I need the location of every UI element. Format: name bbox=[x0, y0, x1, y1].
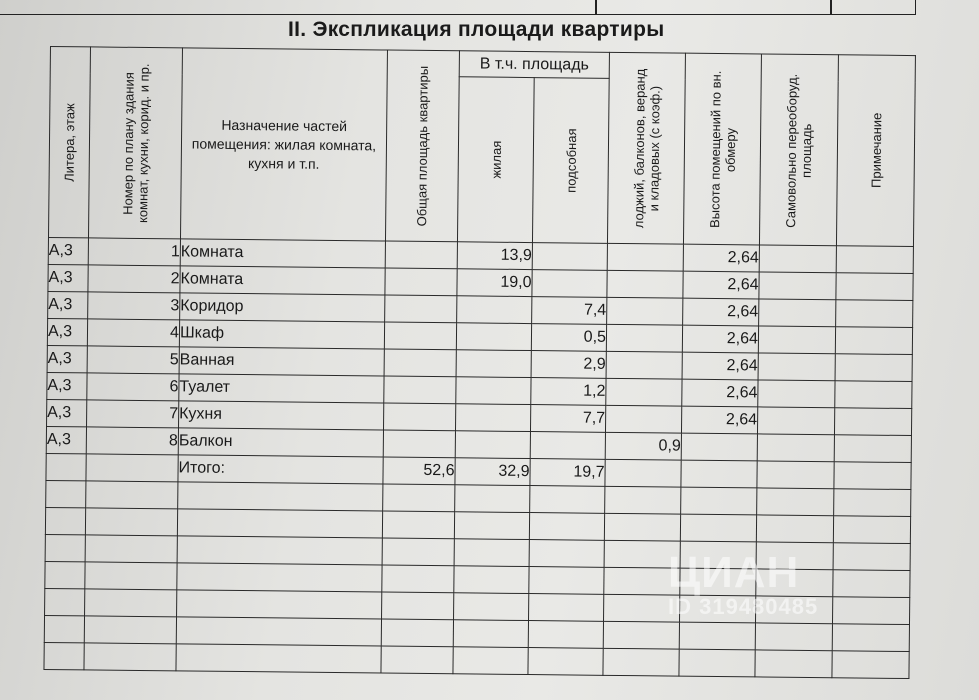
cell-note bbox=[835, 381, 912, 409]
cell-number: 7 bbox=[87, 400, 179, 428]
cell-auxiliary bbox=[530, 432, 605, 460]
header-litera: Литера, этаж bbox=[48, 47, 90, 238]
cell-auxiliary: 2,9 bbox=[531, 351, 606, 379]
cell-room-name: Комната bbox=[180, 266, 385, 295]
cell-litera: А,3 bbox=[47, 399, 87, 426]
document-title: II. Экспликация площади квартиры bbox=[288, 18, 665, 41]
cell-unauthorized bbox=[758, 380, 835, 408]
cell-auxiliary: 7,7 bbox=[530, 405, 605, 433]
cell-loggia bbox=[606, 378, 682, 406]
cell-living: 19,0 bbox=[457, 269, 532, 297]
cell-litera: А,3 bbox=[48, 237, 88, 264]
cell-litera: А,3 bbox=[46, 426, 86, 453]
cell-number: 3 bbox=[88, 292, 180, 320]
cell-auxiliary: 7,4 bbox=[532, 297, 607, 325]
cell-litera: А,3 bbox=[48, 291, 88, 318]
cell-note bbox=[835, 354, 912, 382]
cell-height: 2,64 bbox=[683, 244, 759, 272]
cell-living bbox=[456, 323, 531, 351]
cell-number: 4 bbox=[87, 319, 179, 347]
cell-auxiliary bbox=[532, 270, 607, 298]
totals-living: 32,9 bbox=[455, 458, 530, 486]
header-room-number: Номер по плану здания комнат, кухни, корид. и пр. bbox=[88, 47, 182, 239]
cell-loggia: 0,9 bbox=[605, 432, 681, 460]
cell-litera: А,3 bbox=[47, 318, 87, 345]
cian-watermark bbox=[668, 548, 818, 620]
cell-height: 2,64 bbox=[682, 325, 758, 353]
cell-total bbox=[385, 295, 457, 323]
cell-room-name: Балкон bbox=[178, 428, 383, 457]
cell-room-name: Комната bbox=[180, 239, 385, 268]
header-included-area: В т.ч. площадь bbox=[459, 51, 609, 79]
cell-loggia bbox=[607, 297, 683, 325]
totals-auxiliary: 19,7 bbox=[530, 459, 605, 487]
cell-height: 2,64 bbox=[683, 298, 759, 326]
cell-height bbox=[681, 433, 757, 461]
listing-id-text: ID 319480485 bbox=[668, 594, 819, 619]
cell-loggia bbox=[606, 351, 682, 379]
cell-litera: А,3 bbox=[47, 345, 87, 372]
cell-room-name: Шкаф bbox=[179, 320, 384, 349]
totals-total-area: 52,6 bbox=[383, 457, 455, 485]
cell-total bbox=[384, 322, 456, 350]
cell-auxiliary bbox=[532, 243, 607, 271]
header-auxiliary: подсобная bbox=[532, 78, 609, 244]
cell-room-name: Ванная bbox=[179, 347, 384, 376]
cell-auxiliary: 0,5 bbox=[531, 324, 606, 352]
cell-total bbox=[385, 268, 457, 296]
cell-auxiliary: 1,2 bbox=[531, 378, 606, 406]
cell-living bbox=[456, 377, 531, 405]
cell-note bbox=[834, 408, 911, 436]
cell-room-name: Туалет bbox=[179, 374, 384, 403]
cell-height: 2,64 bbox=[682, 352, 758, 380]
header-note: Примечание bbox=[836, 55, 915, 247]
cell-number: 1 bbox=[88, 238, 180, 266]
header-purpose: Назначение частей помещения: жилая комната, кухня и т.п. bbox=[180, 48, 387, 241]
cell-note bbox=[836, 246, 913, 274]
cell-litera: А,3 bbox=[48, 264, 88, 291]
cell-height: 2,64 bbox=[682, 379, 758, 407]
cian-logo-text: ЦИАН bbox=[668, 548, 800, 597]
cell-number: 2 bbox=[88, 265, 180, 293]
cell-note bbox=[836, 273, 913, 301]
cell-unauthorized bbox=[759, 272, 836, 300]
cell-unauthorized bbox=[757, 407, 834, 435]
cell-note bbox=[835, 327, 912, 355]
header-unauthorized: Самовольно переоборуд. площадь bbox=[759, 54, 838, 246]
cell-number: 8 bbox=[86, 427, 178, 455]
cell-total bbox=[383, 403, 455, 431]
cell-living bbox=[456, 350, 531, 378]
header-height: Высота помещений по вн. обмеру bbox=[683, 53, 761, 245]
cell-unauthorized bbox=[759, 245, 836, 273]
cell-loggia bbox=[607, 243, 683, 271]
cell-living bbox=[457, 296, 532, 324]
cell-living bbox=[455, 431, 530, 459]
cell-loggia bbox=[606, 324, 682, 352]
header-living: жилая bbox=[457, 77, 534, 243]
cell-note bbox=[834, 435, 911, 463]
cell-height: 2,64 bbox=[681, 406, 757, 434]
cell-room-name: Коридор bbox=[180, 293, 385, 322]
cell-number: 6 bbox=[87, 373, 179, 401]
cell-unauthorized bbox=[758, 353, 835, 381]
cell-litera: А,3 bbox=[47, 372, 87, 399]
cell-height: 2,64 bbox=[683, 271, 759, 299]
cell-living: 13,9 bbox=[457, 242, 532, 270]
header-loggia: лоджий, балконов, веранд и кладовых (с коэф.) bbox=[607, 52, 685, 244]
cell-note bbox=[836, 300, 913, 328]
cell-total bbox=[384, 376, 456, 404]
cell-total bbox=[383, 430, 455, 458]
header-total-area: Общая площадь квартиры bbox=[385, 50, 459, 242]
cell-unauthorized bbox=[757, 434, 834, 462]
cell-loggia bbox=[605, 405, 681, 433]
previous-table-border bbox=[0, 0, 916, 15]
cell-living bbox=[455, 404, 530, 432]
cell-number: 5 bbox=[87, 346, 179, 374]
cell-total bbox=[385, 241, 457, 269]
cell-unauthorized bbox=[758, 326, 835, 354]
cell-room-name: Кухня bbox=[179, 401, 384, 430]
totals-label: Итого: bbox=[178, 455, 383, 484]
cell-total bbox=[384, 349, 456, 377]
cell-unauthorized bbox=[759, 299, 836, 327]
cell-loggia bbox=[607, 270, 683, 298]
